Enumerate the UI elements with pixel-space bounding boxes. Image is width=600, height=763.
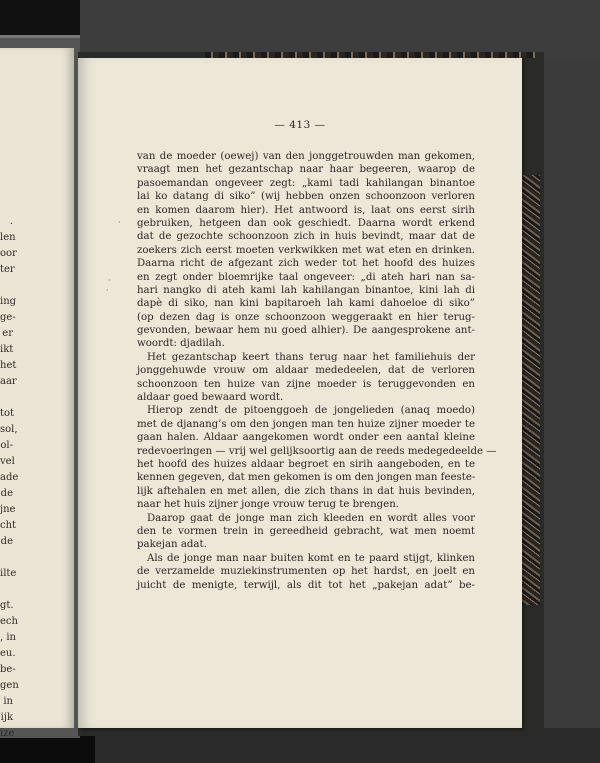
left-page-fragment xyxy=(0,550,13,566)
left-page-fragment: ilte xyxy=(0,568,17,579)
text-line: Hierop zendt de pitoenggoeh de jongelieden (anaq moedo) xyxy=(147,405,475,417)
text-line: gevonden, bewaar hem nu goed alhier). De aangesprokene ant- xyxy=(137,325,475,337)
left-page-fragment xyxy=(0,278,13,294)
page-number: — 413 — xyxy=(274,119,326,131)
left-page-fragment: ge- xyxy=(0,312,16,323)
left-page-text-fragments xyxy=(0,198,19,742)
text-line: zoekers zich eerst moeten verkwikken met wat eten en drinken. xyxy=(137,244,475,256)
left-page-fragment xyxy=(0,198,13,214)
text-line: Het gezantschap keert thans terug naar het familiehuis der xyxy=(147,351,475,363)
text-line: jonggehuwde vrouw om aldaar mededeelen, dat de verloren xyxy=(137,365,475,377)
text-line: hari nangko di ateh kami lah kahilangan binantoe, kini lah di xyxy=(137,284,475,296)
text-line: met de djanang’s om den jongen man ten huize zijner moeder te xyxy=(137,418,475,430)
left-page-fragment: ter xyxy=(0,264,15,275)
right-page xyxy=(78,58,522,728)
left-page-fragment xyxy=(0,390,13,406)
left-page-fragment: in xyxy=(3,696,13,707)
left-page-fragment: tot xyxy=(0,408,15,419)
text-line: dat de gezochte schoonzoon zich in huis bevindt, maar dat de xyxy=(137,231,475,243)
left-page-fragment: aar xyxy=(0,376,17,387)
text-line: lijk aftehalen en met allen, die zich thans in dat huis bevinden, xyxy=(137,485,475,497)
left-page-fragment: de xyxy=(0,536,13,547)
left-page-fragment: ech xyxy=(0,616,18,627)
text-line: en zegt onder bloemrijke taal ongeveer: „di ateh hari nan sa- xyxy=(137,271,475,283)
text-line: en komen daarom hier). Het antwoord is, laat ons eerst sirih xyxy=(137,204,475,216)
left-page-fragment: jne xyxy=(0,504,16,515)
text-line: Daarop gaat de jonge man zich kleeden en wordt alles voor xyxy=(147,512,475,524)
left-page-fragment: , in xyxy=(0,632,16,643)
marbled-edge-right xyxy=(522,175,540,605)
left-page-fragment: oor xyxy=(0,248,17,259)
left-page-fragment: ize xyxy=(0,728,15,739)
text-line: Als de jonge man naar buiten komt en te paard stijgt, klinken xyxy=(147,552,475,564)
text-line: gebruiken, hetgeen dan ook geschiedt. Daarna wordt erkend xyxy=(137,217,475,229)
left-page-fragment: gen xyxy=(0,680,19,691)
text-line: redevoeringen — vrij wel gelijksoortig aan de reeds medegedeelde — xyxy=(137,445,497,457)
left-page-fragment: cht xyxy=(0,520,17,531)
text-line: de verzamelde muziekinstrumenten op het hardst, en joelt en xyxy=(137,566,475,578)
left-page-fragment: be- xyxy=(0,664,16,675)
left-page-fragment: len xyxy=(0,232,16,243)
left-page-fragment: er xyxy=(2,328,13,339)
left-page-fragment: sol, xyxy=(0,424,18,435)
left-page-fragment: ol- xyxy=(0,440,13,451)
text-line: van de moeder (oewej) van den jonggetrouwden man gekomen, xyxy=(137,151,475,162)
left-page-fragment: eu. xyxy=(0,648,16,659)
left-page-fragment: ijk xyxy=(0,712,13,723)
left-page-fragment: gt. xyxy=(0,600,14,611)
text-line: pasoemandan ongeveer zegt: „kami tadi kahilangan binantoe xyxy=(137,177,475,189)
body-text xyxy=(137,150,497,592)
text-line: pakejan adat. xyxy=(137,539,207,551)
text-line: lai ko datang di siko” (wij hebben onzen schoonzoon verloren xyxy=(137,191,475,203)
scanner-shadow-bottom xyxy=(0,735,95,763)
left-page-fragment: ade xyxy=(0,472,19,483)
scanner-background-top xyxy=(0,0,600,60)
text-line: (op dezen dag is onze schoonzoon weggeraakt en hier terug- xyxy=(137,311,475,323)
margin-mark: · xyxy=(118,218,121,227)
text-line: woordt: djadilah. xyxy=(137,338,225,350)
text-line: naar het huis zijner jonge vrouw terug te brengen. xyxy=(137,499,399,511)
margin-mark: · xyxy=(108,276,111,285)
text-line: Daarna richt de afgezant zich weder tot het hoofd des huizes xyxy=(137,258,475,270)
text-line: aldaar goed bewaard wordt. xyxy=(137,392,284,404)
left-page-fragment: ikt xyxy=(0,344,14,355)
text-line: juicht de menigte, terwijl, als dit tot het „pakejan adat” be- xyxy=(137,579,475,591)
text-line: den te vormen trein in gereedheid gebracht, wat men noemt xyxy=(137,525,475,537)
left-page-fragment: vel xyxy=(0,456,15,467)
left-page-fragment xyxy=(0,582,13,598)
left-page xyxy=(0,48,74,739)
text-line: het hoofd des huizes aldaar begroet en sirih aangeboden, en te xyxy=(137,458,475,470)
left-page-fragment: . xyxy=(9,216,13,227)
text-line: schoonzoon ten huize van zijne moeder is teruggevonden en xyxy=(137,378,475,390)
left-page-fragment: de xyxy=(0,488,13,499)
margin-mark: · xyxy=(106,286,109,295)
left-page-fragment: ing xyxy=(0,296,17,307)
text-line: kennen gegeven, dat men gekomen is om den jongen man feeste- xyxy=(137,472,476,484)
text-line: gaan halen. Aldaar aangekomen wordt onder een aantal kleine xyxy=(137,432,475,444)
text-line: dapè di siko, nan kini bapitaroeh lah kami dahoeloe di siko” xyxy=(137,298,475,310)
text-line: vraagt men het gezantschap naar haar begeeren, waarop de xyxy=(137,164,475,176)
left-page-fragment: het xyxy=(0,360,17,371)
